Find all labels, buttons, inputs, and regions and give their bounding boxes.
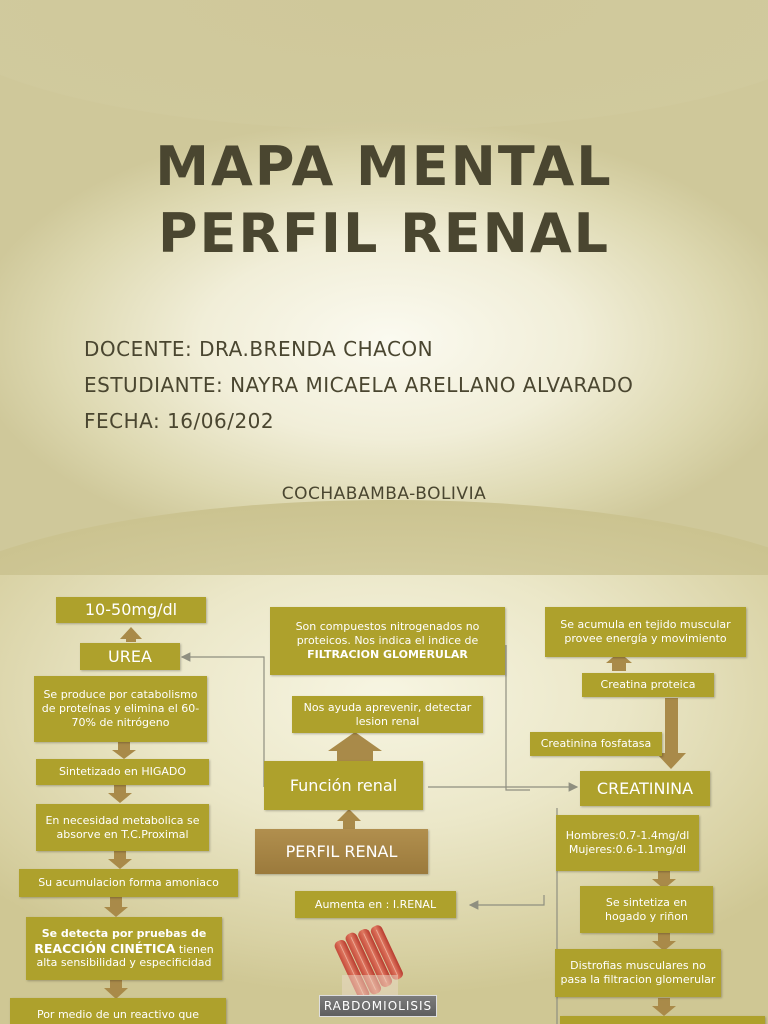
ayuda-box: Nos ayuda aprevenir, detectar lesion renal (292, 696, 483, 733)
detecta-method: REACCIÓN CINÉTICA (34, 940, 176, 956)
creatina-proteica-box: Creatina proteica (582, 673, 714, 697)
filtracion-text: FILTRACION GLOMERULAR (307, 647, 468, 661)
mind-map-slide (0, 575, 768, 1024)
urea-detecta-box (26, 917, 222, 980)
creatinina-sintetiza-box: Se sintetiza en hogado y riñon (580, 886, 713, 933)
detecta-method-line (30, 941, 218, 971)
urea-reactivo-box: Por medio de un reactivo que (10, 998, 226, 1024)
muscle-image (330, 925, 412, 997)
cover-decor-bottom (0, 500, 768, 575)
cover-title-line2: PERFIL RENAL (157, 202, 611, 265)
fecha-text: FECHA: 16/06/202 (84, 409, 275, 433)
aumenta-box: Aumenta en : I.RENAL (295, 891, 456, 918)
valores-mujeres: Mujeres:0.6-1.1mg/dl (568, 843, 687, 856)
creatinina-fosfatasa-box: Creatinina fosfatasa (530, 732, 662, 756)
funcion-renal-box: Función renal (264, 761, 423, 810)
urea-produce-box: Se produce por catabolismo de proteínas y elimina el 60-70% de nitrógeno (34, 676, 207, 742)
compuestos-text: Son compuestos nitrogenados no proteicos. Nos indica el indice de (295, 620, 480, 648)
compuestos-box (270, 607, 505, 675)
urea-range-box: 10-50mg/dl (56, 597, 206, 623)
urea-sintetizado-box: Sintetizado en HIGADO (36, 759, 209, 785)
docente-text: DOCENTE: DRA.BRENDA CHACON (84, 337, 434, 361)
ciudad-text: COCHABAMBA-BOLIVIA (281, 484, 487, 504)
urea-acumulacion-box: Su acumulacion forma amoniaco (19, 869, 238, 897)
creatina-acumula-box: Se acumula en tejido muscular provee energía y movimiento (545, 607, 746, 657)
creatinina-valores-box (556, 815, 699, 871)
perfil-renal-box: PERFIL RENAL (255, 829, 428, 874)
creatinina-box: CREATININA (580, 771, 710, 806)
rabdomiolisis-label: RABDOMIOLISIS (319, 995, 437, 1017)
cover-title-line1: MAPA MENTAL (155, 135, 613, 198)
detecta-intro: Se detecta por pruebas de (41, 926, 207, 940)
cover-decor-top (0, 0, 768, 130)
urea-box: UREA (80, 643, 180, 670)
estudiante-text: ESTUDIANTE: NAYRA MICAELA ARELLANO ALVARADO (84, 373, 634, 397)
detecta-rest: tienen alta sensibilidad y especificidad (36, 942, 214, 970)
valores-hombres: Hombres:0.7-1.4mg/dl (565, 829, 690, 843)
distrofias-box: Distrofias musculares no pasa la filtracion glomerular (555, 949, 721, 997)
creatinina-next-box (560, 1016, 765, 1024)
urea-necesidad-box: En necesidad metabolica se absorve en T.C.Proximal (36, 804, 209, 851)
